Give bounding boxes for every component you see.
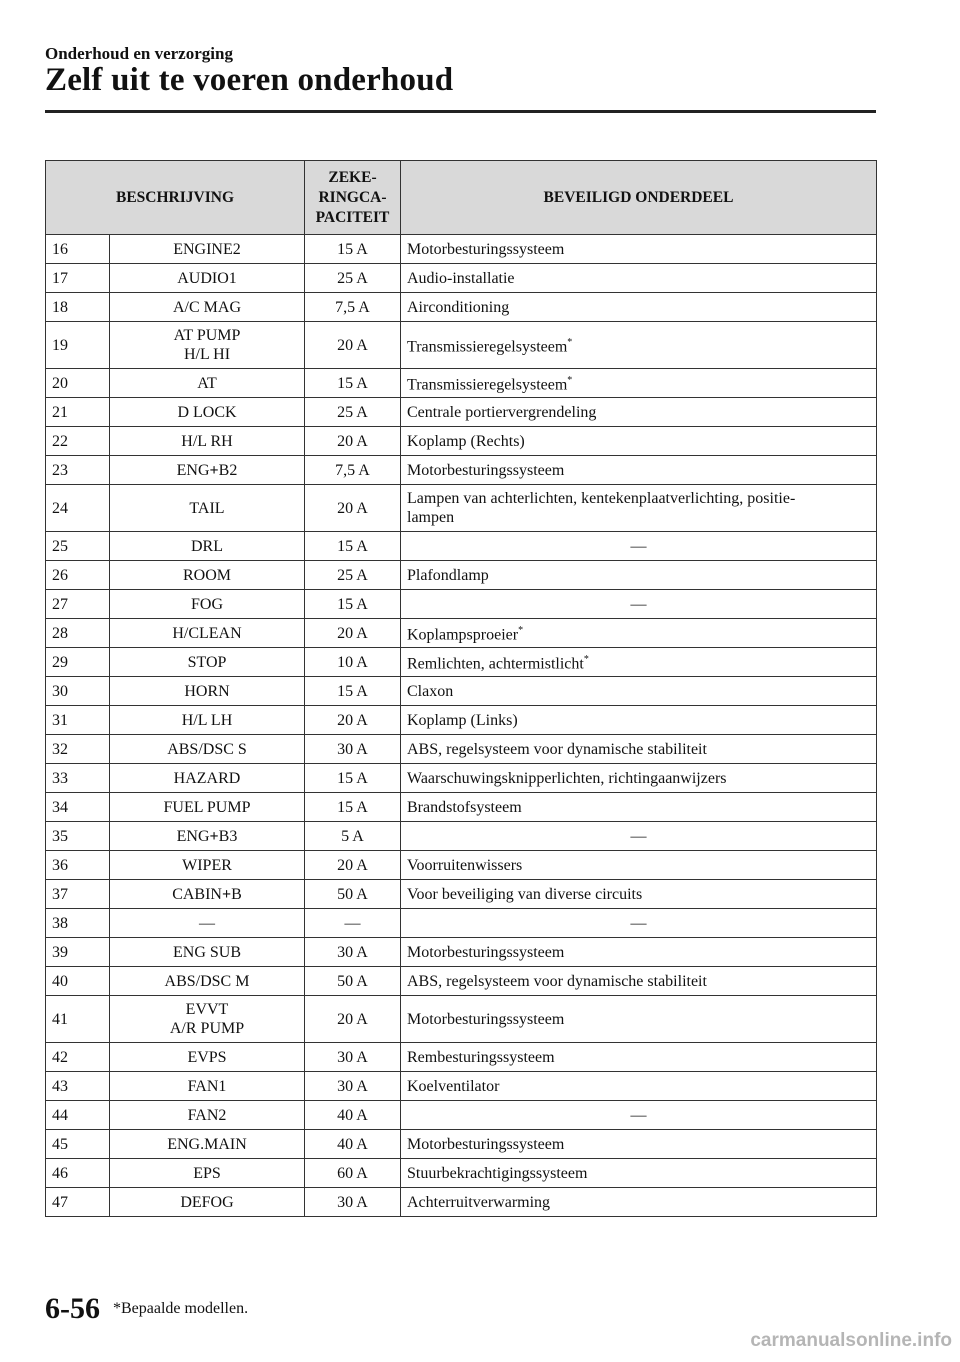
fuse-capacity: 7,5 A (305, 456, 401, 485)
section-label: Onderhoud en verzorging (45, 44, 233, 63)
fuse-code: ENG.MAIN (110, 1130, 305, 1159)
fuse-code: HORN (110, 677, 305, 706)
fuse-number: 29 (46, 648, 110, 677)
protected-component: Voor beveiliging van diverse circuits (401, 880, 877, 909)
table-row (46, 996, 877, 1043)
fuse-code: TAIL (110, 485, 305, 532)
fuse-capacity: 20 A (305, 706, 401, 735)
table-row (46, 235, 877, 264)
fuse-capacity: 15 A (305, 369, 401, 398)
table-row (46, 735, 877, 764)
fuse-capacity: 7,5 A (305, 293, 401, 322)
fuse-capacity: 15 A (305, 764, 401, 793)
footnote: *Bepaalde modellen. (113, 1300, 249, 1317)
fuse-capacity: 15 A (305, 793, 401, 822)
fuse-number: 46 (46, 1159, 110, 1188)
protected-component: Koplamp (Links) (401, 706, 877, 735)
table-row (46, 456, 877, 485)
fuse-code: ROOM (110, 561, 305, 590)
fuse-capacity: 15 A (305, 677, 401, 706)
protected-component: Lampen van achterlichten, kentekenplaatverlichting, positie- lampen (401, 485, 877, 532)
table-row (46, 532, 877, 561)
fuse-capacity: 20 A (305, 851, 401, 880)
table-row (46, 764, 877, 793)
protected-component: ― (401, 532, 877, 561)
table-row (46, 561, 877, 590)
fuse-number: 24 (46, 485, 110, 532)
fuse-code: D LOCK (110, 398, 305, 427)
fuse-number: 33 (46, 764, 110, 793)
protected-component: Koplampsproeier* (401, 619, 877, 648)
protected-component: Brandstofsysteem (401, 793, 877, 822)
protected-component: Rembesturingssysteem (401, 1043, 877, 1072)
protected-component: Motorbesturingssysteem (401, 996, 877, 1043)
fuse-number: 21 (46, 398, 110, 427)
table-row (46, 1130, 877, 1159)
fuse-number: 16 (46, 235, 110, 264)
table-row (46, 1159, 877, 1188)
fuse-number: 37 (46, 880, 110, 909)
fuse-code: A/C MAG (110, 293, 305, 322)
protected-component: Koplamp (Rechts) (401, 427, 877, 456)
column-header-protected-component: BEVEILIGD ONDERDEEL (401, 161, 877, 235)
fuse-capacity: 30 A (305, 1188, 401, 1217)
protected-component: Remlichten, achtermistlicht* (401, 648, 877, 677)
fuse-code: FOG (110, 590, 305, 619)
fuse-number: 38 (46, 909, 110, 938)
fuse-capacity: 5 A (305, 822, 401, 851)
fuse-capacity: 25 A (305, 398, 401, 427)
fuse-capacity: 15 A (305, 590, 401, 619)
fuse-code: H/L LH (110, 706, 305, 735)
fuse-number: 43 (46, 1072, 110, 1101)
fuse-capacity: 30 A (305, 1043, 401, 1072)
fuse-capacity: 40 A (305, 1101, 401, 1130)
protected-component: Achterruitverwarming (401, 1188, 877, 1217)
fuse-code: HAZARD (110, 764, 305, 793)
table-row (46, 967, 877, 996)
table-row (46, 1072, 877, 1101)
table-row (46, 706, 877, 735)
fuse-number: 27 (46, 590, 110, 619)
fuse-capacity: 30 A (305, 1072, 401, 1101)
fuse-capacity: 20 A (305, 322, 401, 369)
fuse-code: AUDIO1 (110, 264, 305, 293)
fuse-capacity: ― (305, 909, 401, 938)
fuse-capacity: 15 A (305, 235, 401, 264)
fuse-code: ENG+B3 (110, 822, 305, 851)
fuse-code: WIPER (110, 851, 305, 880)
protected-component: ― (401, 909, 877, 938)
table-row (46, 1188, 877, 1217)
protected-component: Voorruitenwissers (401, 851, 877, 880)
fuse-capacity: 25 A (305, 264, 401, 293)
protected-component: Motorbesturingssysteem (401, 235, 877, 264)
fuse-code: ABS/DSC M (110, 967, 305, 996)
fuse-number: 47 (46, 1188, 110, 1217)
fuse-capacity: 50 A (305, 880, 401, 909)
protected-component: Motorbesturingssysteem (401, 456, 877, 485)
fuse-number: 36 (46, 851, 110, 880)
table-body (46, 235, 877, 1217)
fuse-number: 45 (46, 1130, 110, 1159)
fuse-number: 25 (46, 532, 110, 561)
fuse-number: 28 (46, 619, 110, 648)
fuse-code: ENG SUB (110, 938, 305, 967)
fuse-code: ― (110, 909, 305, 938)
table-row (46, 398, 877, 427)
fuse-number: 41 (46, 996, 110, 1043)
table-row (46, 851, 877, 880)
table-row (46, 938, 877, 967)
fuse-number: 31 (46, 706, 110, 735)
table-row (46, 590, 877, 619)
fuse-code: CABIN+B (110, 880, 305, 909)
table-row (46, 1043, 877, 1072)
protected-component: Airconditioning (401, 293, 877, 322)
fuse-code: FAN1 (110, 1072, 305, 1101)
fuse-capacity: 20 A (305, 427, 401, 456)
fuse-number: 35 (46, 822, 110, 851)
protected-component: ― (401, 822, 877, 851)
fuse-capacity: 60 A (305, 1159, 401, 1188)
fuse-code: H/CLEAN (110, 619, 305, 648)
protected-component: Centrale portiervergrendeling (401, 398, 877, 427)
table-row (46, 264, 877, 293)
protected-component: Motorbesturingssysteem (401, 938, 877, 967)
fuse-capacity: 30 A (305, 735, 401, 764)
fuse-capacity: 30 A (305, 938, 401, 967)
fuse-number: 42 (46, 1043, 110, 1072)
protected-component: ABS, regelsysteem voor dynamische stabiliteit (401, 735, 877, 764)
column-header-capacity: ZEKE- RINGCA- PACITEIT (305, 161, 401, 235)
protected-component: Transmissieregelsysteem* (401, 369, 877, 398)
fuse-number: 23 (46, 456, 110, 485)
page-number: 6-56 (45, 1292, 100, 1325)
fuse-number: 32 (46, 735, 110, 764)
protected-component: ― (401, 1101, 877, 1130)
fuse-code: FUEL PUMP (110, 793, 305, 822)
table-row (46, 619, 877, 648)
fuse-code: EPS (110, 1159, 305, 1188)
fuse-capacity: 10 A (305, 648, 401, 677)
protected-component: Transmissieregelsysteem* (401, 322, 877, 369)
table-row (46, 909, 877, 938)
table-row (46, 427, 877, 456)
fuse-code: AT (110, 369, 305, 398)
fuse-number: 17 (46, 264, 110, 293)
table-row (46, 880, 877, 909)
protected-component: ― (401, 590, 877, 619)
fuse-number: 44 (46, 1101, 110, 1130)
fuse-capacity: 20 A (305, 485, 401, 532)
fuse-number: 22 (46, 427, 110, 456)
fuse-number: 34 (46, 793, 110, 822)
fuse-code: EVPS (110, 1043, 305, 1072)
fuse-capacity: 25 A (305, 561, 401, 590)
fuse-table (45, 160, 877, 1217)
protected-component: Koelventilator (401, 1072, 877, 1101)
fuse-capacity: 50 A (305, 967, 401, 996)
fuse-code: FAN2 (110, 1101, 305, 1130)
protected-component: Motorbesturingssysteem (401, 1130, 877, 1159)
table-row (46, 793, 877, 822)
protected-component: Audio-installatie (401, 264, 877, 293)
page-title: Zelf uit te voeren onderhoud (45, 62, 454, 98)
watermark: carmanualsonline.info (750, 1330, 952, 1351)
fuse-code: EVVT A/R PUMP (110, 996, 305, 1043)
fuse-code: ENGINE2 (110, 235, 305, 264)
table-row (46, 677, 877, 706)
table-row (46, 369, 877, 398)
fuse-code: ABS/DSC S (110, 735, 305, 764)
table-row (46, 322, 877, 369)
fuse-number: 20 (46, 369, 110, 398)
protected-component: Claxon (401, 677, 877, 706)
fuse-number: 39 (46, 938, 110, 967)
column-header-description: BESCHRIJVING (46, 161, 305, 235)
table-row (46, 485, 877, 532)
fuse-code: H/L RH (110, 427, 305, 456)
fuse-capacity: 20 A (305, 619, 401, 648)
fuse-number: 26 (46, 561, 110, 590)
fuse-code: ENG+B2 (110, 456, 305, 485)
fuse-number: 30 (46, 677, 110, 706)
title-divider (45, 110, 876, 113)
fuse-capacity: 40 A (305, 1130, 401, 1159)
fuse-code: AT PUMP H/L HI (110, 322, 305, 369)
table-header-row (46, 161, 877, 235)
protected-component: Plafondlamp (401, 561, 877, 590)
fuse-code: DEFOG (110, 1188, 305, 1217)
fuse-code: DRL (110, 532, 305, 561)
table-row (46, 648, 877, 677)
table-row (46, 822, 877, 851)
protected-component: ABS, regelsysteem voor dynamische stabiliteit (401, 967, 877, 996)
fuse-number: 18 (46, 293, 110, 322)
fuse-capacity: 15 A (305, 532, 401, 561)
table-row (46, 1101, 877, 1130)
table-row (46, 293, 877, 322)
fuse-number: 19 (46, 322, 110, 369)
fuse-number: 40 (46, 967, 110, 996)
fuse-capacity: 20 A (305, 996, 401, 1043)
protected-component: Waarschuwingsknipperlichten, richtingaanwijzers (401, 764, 877, 793)
fuse-code: STOP (110, 648, 305, 677)
protected-component: Stuurbekrachtigingssysteem (401, 1159, 877, 1188)
